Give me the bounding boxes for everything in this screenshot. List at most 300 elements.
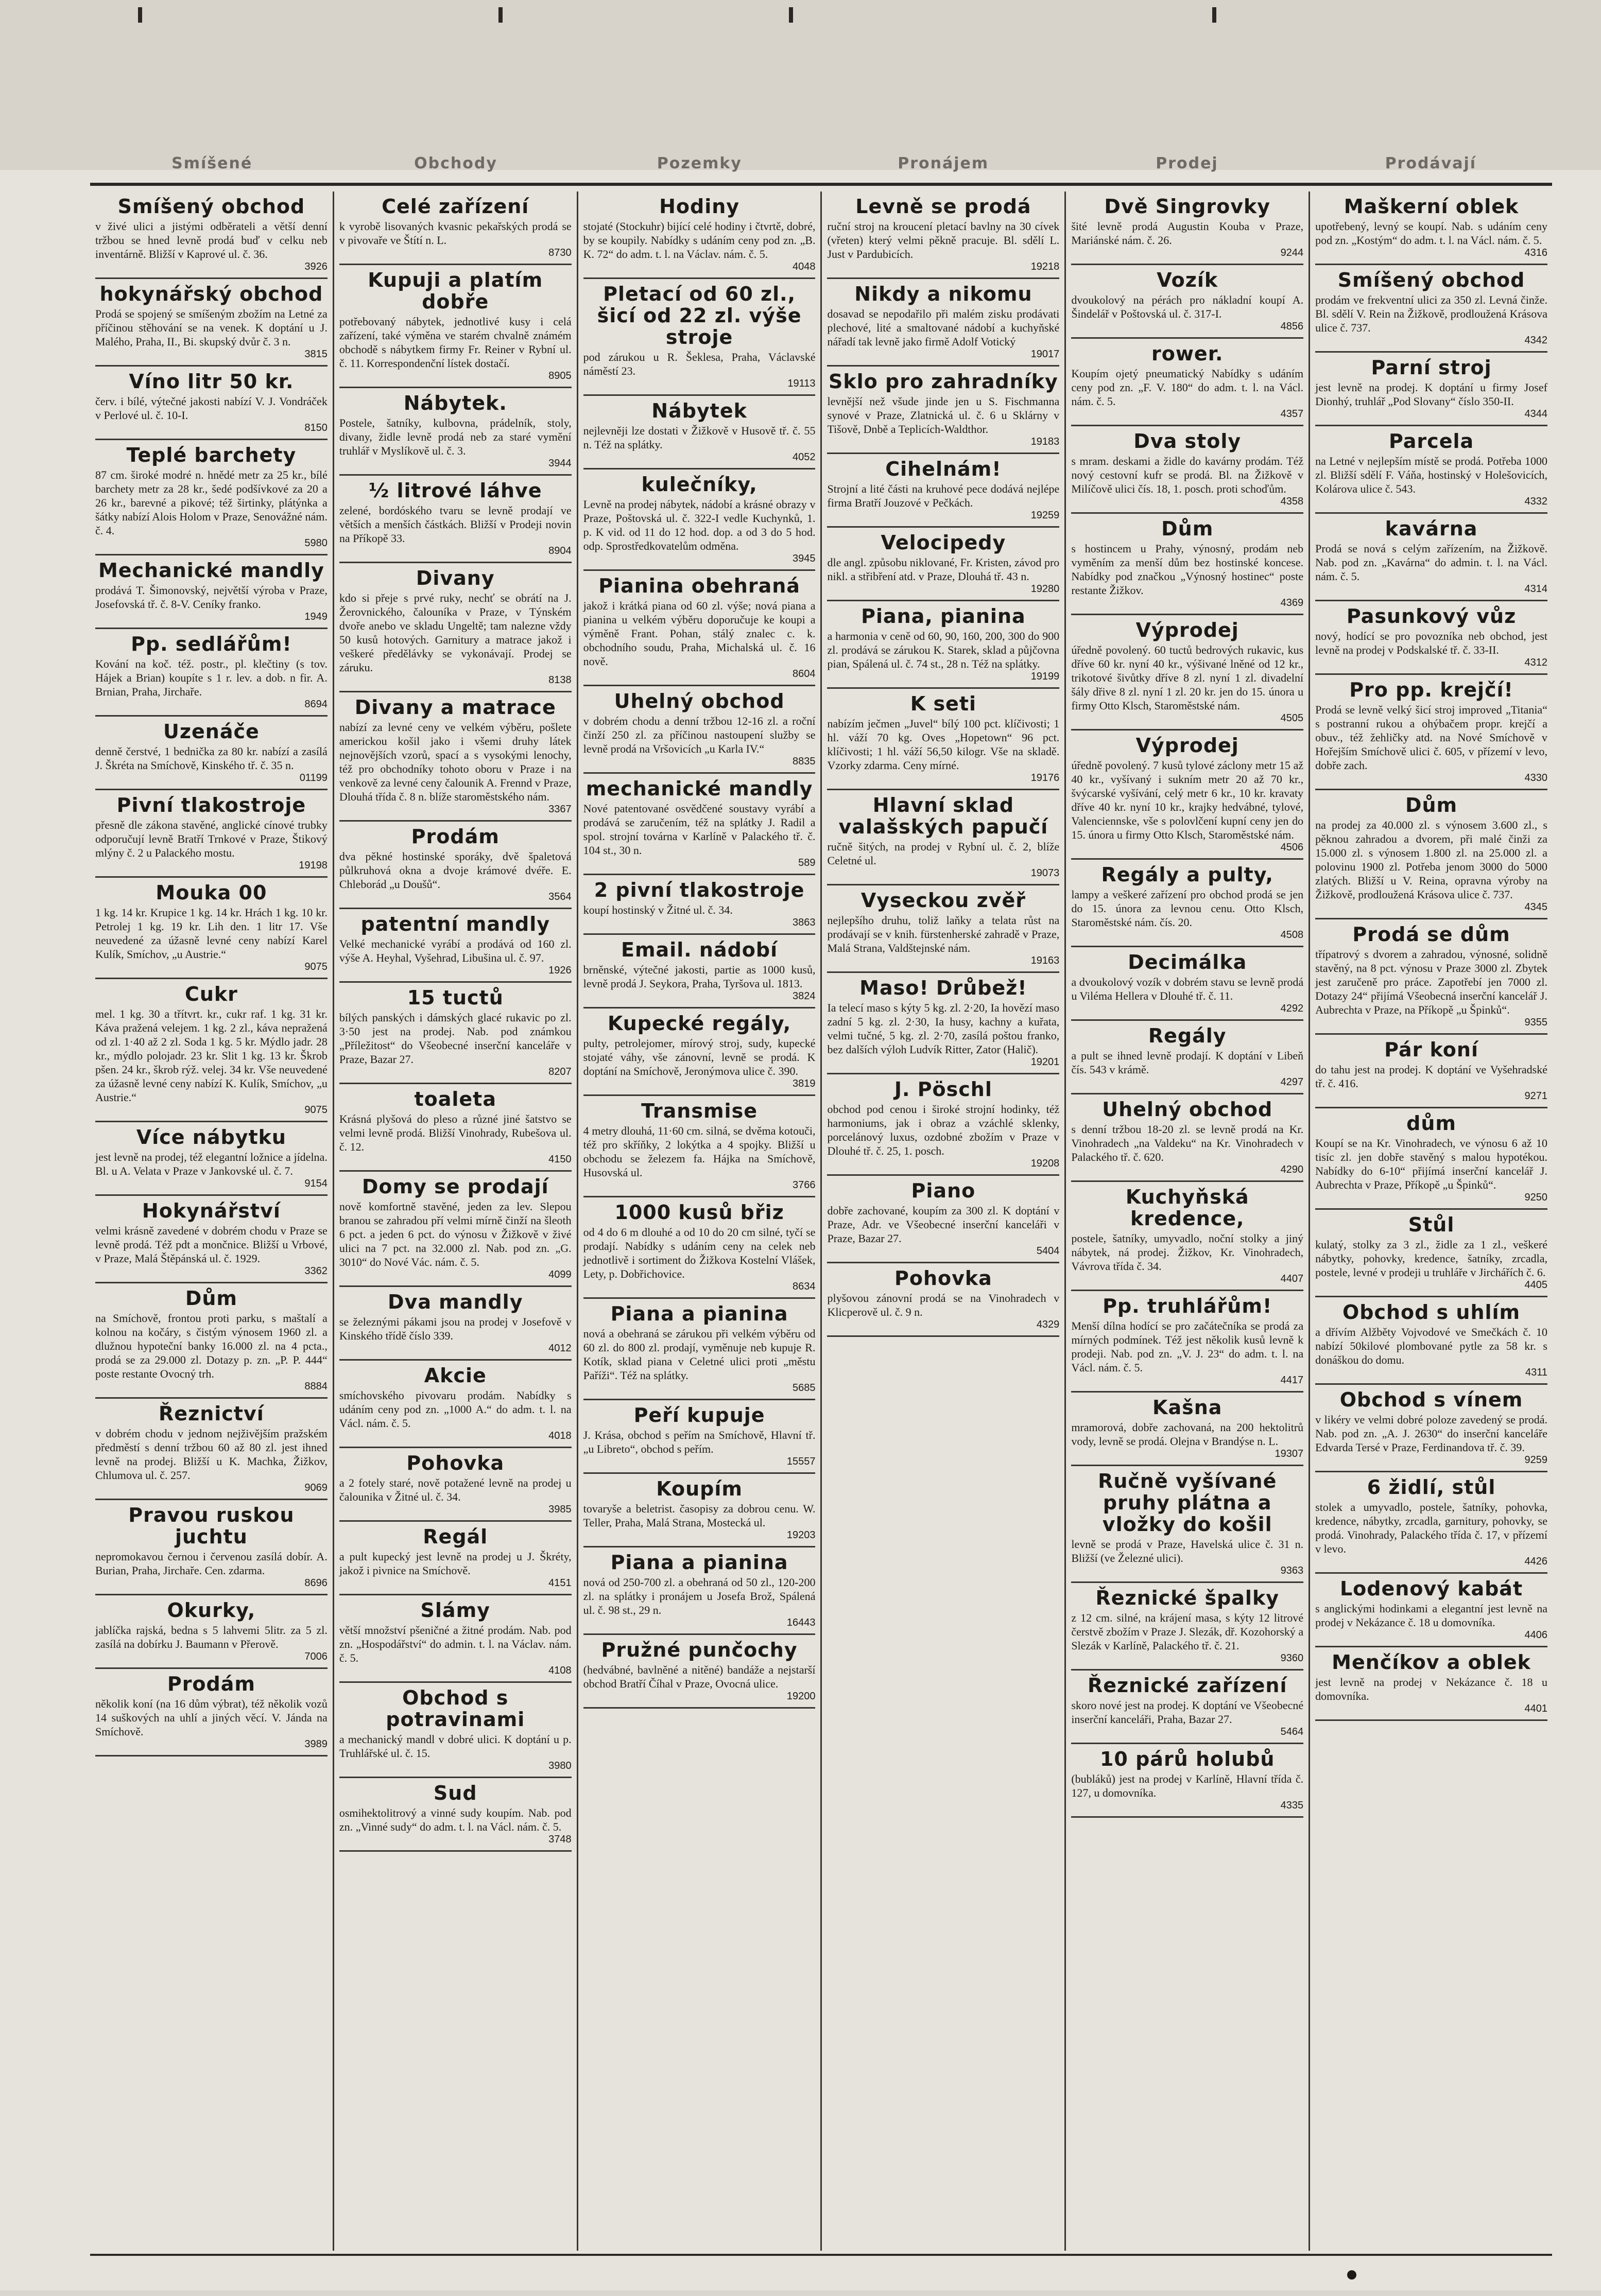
ad-title: Nábytek.	[403, 392, 507, 414]
ad-text: v dobrém chodu v jednom nejživějším pražském předměstí s denní tržbou 60 až 80 zl. jest ihned levně na prodej. Bližší u K. Machka, Žižkov, Chlumova ul. č. 257.	[95, 1427, 328, 1482]
ad-title: Koupím	[656, 1477, 743, 1500]
classified-ad	[95, 979, 328, 1122]
ad-number: 3985	[548, 1504, 572, 1515]
ad-text: a pult se ihned levně prodají. K doptání v Libeň čís. 543 v krámě.	[1071, 1049, 1304, 1076]
ad-title: Sud	[433, 1782, 477, 1804]
ad-text: mel. 1 kg. 30 a třítvrt. kr., cukr raf. 1 kg. 31 kr. Káva pražená velejem. 1 kg. 2 zl., káva nepražená od zl. 1·40 až 2 zl. Soda 1 kg. 5 kr. Mýdlo jadr. 28 kr., mýdlo polojadr. 23 kr. Slit 1 kg. 13 kr. Škrob pšen. 24 kr., škrob rýž. velej. 34 kr. Vše neuvedené za úžasně levné ceny nabízí K. Kulík, Smíchov, „u Austrie.“	[95, 1007, 328, 1104]
classified-ad	[339, 983, 572, 1084]
classified-ad	[1315, 426, 1547, 514]
ad-number: 8905	[548, 370, 572, 381]
ad-number: 7006	[304, 1651, 328, 1662]
ad-text: nejlepšího druhu, toliž laňky a telata růst na prodávají se v knih. fürstenherské zahradě v Praze, Malá Strana, Valdštejnské nám.	[827, 914, 1060, 954]
classified-ad	[339, 388, 572, 476]
ad-title: Vyseckou zvěř	[860, 889, 1026, 912]
ad-number: 4312	[1524, 657, 1547, 668]
ad-number: 4506	[1280, 842, 1304, 853]
ad-number: 8730	[548, 247, 572, 258]
ad-text: ruční stroj na kroucení pletací bavlny na 30 cívek (vřeten) který velmi pěkně pracuje. Bl. sdělí L. Just v Pardubicích.	[827, 220, 1060, 260]
classified-ad	[827, 689, 1059, 790]
ad-title: Výprodej	[1135, 619, 1239, 641]
ad-number: 4099	[548, 1269, 572, 1280]
classified-ad	[95, 555, 328, 629]
ad-text: dvoukolový na pérách pro nákladní koupí A. Šindelář v Poštovská ul. č. 317-I.	[1071, 293, 1304, 320]
classified-ad	[827, 1263, 1059, 1337]
ad-text: s mram. deskami a židle do kavárny prodám. Též nový cestovní kufr se prodá. Bl. na Žižkově v Milíčově ulici čís. 18, 1. posch. proti schoďům.	[1071, 455, 1304, 495]
ad-title: Levně se prodá	[855, 195, 1031, 218]
classified-ad	[583, 396, 816, 469]
classified-ad	[1071, 426, 1303, 514]
ad-number: 5464	[1280, 1726, 1304, 1737]
ad-column	[1310, 192, 1553, 2251]
ad-text: a 2 fotely staré, nově potažené levně na prodej u čalounika v Žitné ul. č. 34.	[339, 1476, 572, 1503]
ad-columns	[90, 192, 1553, 2251]
ad-title: Smíšený obchod	[1337, 269, 1525, 291]
ad-title: Pohovka	[894, 1267, 992, 1290]
ad-title: Pletací od 60 zl., šicí od 22 zl. výše stroje	[597, 283, 802, 349]
classified-ad	[339, 692, 572, 822]
classified-ad	[583, 1400, 816, 1474]
ad-text: s denní tržbou 18-20 zl. se levně prodá na Kr. Vinohradech „na Valdeku“ na Kr. Vinohradech v Palackého tř. č. 620.	[1071, 1123, 1304, 1163]
ad-title: J. Pöschl	[894, 1078, 992, 1101]
ad-text: 87 cm. široké modré n. hnědé metr za 25 kr., bílé barchety metr za 28 kr., šedé podšívkové za 20 a 26 kr., barevné a pikové; též širtinky, plátýnka a šátky nabízí Alois Holom v Praze, Senovážné nám. č. 4.	[95, 468, 328, 537]
ad-number: 4369	[1280, 597, 1304, 608]
ad-text: denně čerstvé, 1 bednička za 80 kr. nabízí a zasílá J. Škréta na Smíchově, Kinského tř. č. 35 n.	[95, 745, 328, 772]
ad-number: 4151	[548, 1577, 572, 1589]
ad-number: 3944	[548, 458, 572, 469]
ad-text: upotřebený, levný se koupí. Nab. s udáním ceny pod zn. „Kostým“ do adm. t. l. na Václ. nám. č. 5.	[1315, 220, 1547, 247]
ad-title: Pianina obehraná	[598, 575, 800, 597]
column-headers	[90, 154, 1553, 179]
classified-ad	[339, 1361, 572, 1448]
classified-ad	[583, 1096, 816, 1197]
classified-ad	[1315, 514, 1547, 601]
ad-text: přesně dle zákona stavěné, anglické cínové trubky odporučují levně Bratří Trnkové v Praze, Štikový mlýny č. 2 u Palackého mostu.	[95, 819, 328, 859]
ad-text: Prodá se nová s celým zařízením, na Žižkově. Nab. pod zn. „Kavárna“ do admin. t. l. na Václ. nám. č. 5.	[1315, 542, 1547, 583]
ad-title: Prodám	[167, 1673, 255, 1695]
ad-title: Pp. truhlářům!	[1103, 1295, 1272, 1317]
ad-title: Parcela	[1388, 430, 1474, 453]
ad-title: Více nábytku	[136, 1126, 286, 1149]
classified-ad	[95, 1595, 328, 1669]
classified-ad	[1071, 860, 1303, 947]
ad-number: 3748	[548, 1834, 572, 1845]
ad-number: 19201	[1030, 1056, 1060, 1068]
ad-number: 19199	[1030, 671, 1060, 682]
ad-number: 1926	[548, 965, 572, 976]
ad-number: 4335	[1280, 1800, 1304, 1811]
ad-title: Maso! Drůbež!	[859, 977, 1027, 999]
ad-number: 3824	[792, 990, 816, 1002]
ad-title: Dům	[185, 1287, 238, 1310]
ad-title: Slámy	[420, 1599, 490, 1622]
ad-number: 8207	[548, 1066, 572, 1077]
ad-title: Obchod s potravinami	[386, 1686, 525, 1731]
ad-number: 8904	[548, 545, 572, 556]
ad-number: 4330	[1524, 772, 1547, 784]
classified-ad	[339, 1683, 572, 1778]
ad-text: osmihektolitrový a vinné sudy koupím. Nab. pod zn. „Vinné sudy“ do adm. t. l. na Václ. nám. č. 5.	[339, 1806, 572, 1833]
column-header: Prodej	[1156, 154, 1218, 172]
ad-number: 19203	[786, 1529, 816, 1541]
classified-ad	[339, 822, 572, 909]
ad-title: 15 tuctů	[407, 986, 504, 1009]
ad-text: stojaté (Stockuhr) bijící celé hodiny i čtvrtě, dobré, by se koupily. Nabídky s udáním ceny pod zn. „B. K. 72“ do adm. t. l. na Václav. nám. č. 5.	[583, 220, 816, 260]
classified-ad	[1071, 947, 1303, 1021]
ad-title: Pivní tlakostroje	[116, 794, 306, 816]
ad-number: 4290	[1280, 1164, 1304, 1175]
ad-number: 9154	[304, 1178, 328, 1189]
ad-title: rower.	[1151, 342, 1224, 365]
ad-number: 8634	[792, 1281, 816, 1292]
ad-title: 1000 kusů břiz	[614, 1201, 784, 1224]
ad-title: Regály	[1148, 1024, 1227, 1047]
ad-text: pulty, petrolejomer, mírový stroj, sudy, kupecké stojaté váhy, vše zánovní, levně se prodá. K doptání na Smíchově, Jeronýmova ulice č. 390.	[583, 1037, 816, 1077]
ad-number: 5685	[792, 1382, 816, 1394]
ad-title: Hodiny	[659, 195, 740, 218]
ad-title: Pro pp. krejčí!	[1349, 679, 1513, 701]
ad-title: Hokynářství	[142, 1199, 281, 1222]
ad-title: Parní stroj	[1371, 356, 1492, 379]
ad-text: Nové patentované osvědčené soustavy vyrábí a prodává se zaručením, též na splátky J. Radil a spol. strojní továrna v Karlíně v Palackého tř. č. 104 st., 30 n.	[583, 802, 816, 857]
ad-text: velmi krásně zavedené v dobrém chodu v Praze se levně prodá. Též pdt a mončnice. Bližší u Vrbové, v Praze, Malá Štěpánská ul. č. 1929.	[95, 1224, 328, 1265]
ad-title: Email. nádobí	[621, 938, 778, 961]
ad-text: s hostincem u Prahy, výnosný, prodám neb vyměním za menší dům bez hostinské koncese. Nabídky pod značkou „Výnosný hostinec“ poste restante Žižkov.	[1071, 542, 1304, 597]
ad-text: a pult kupecký jest levně na prodej u J. Škréty, jakož i pivnice na Smíchově.	[339, 1550, 572, 1577]
classified-ad	[583, 1008, 816, 1096]
ad-title: Řeznické zařízení	[1087, 1674, 1287, 1697]
classified-ad	[95, 440, 328, 555]
ad-number: 4297	[1280, 1076, 1304, 1088]
ad-text: k vyrobě lisovaných kvasnic pekařských prodá se v pivovaře ve Štítí n. L.	[339, 220, 572, 247]
ad-text: nová a obehraná se zárukou při velkém výběru od 60 zl. do 800 zl. prodají, vyměnuje neb kupuje R. Kotík, sklad piana v Celetné ulici proti „městu Paříži“. Též na splátky.	[583, 1327, 816, 1382]
ad-title: Uzenáče	[163, 720, 260, 743]
ad-title: patentní mandly	[360, 913, 550, 935]
ad-text: nová od 250-700 zl. a obehraná od 50 zl., 120-200 zl. na splátky i pronájem u Josefa Brož, Spálená ul. č. 98 st., 29 n.	[583, 1576, 816, 1616]
classified-ad	[583, 875, 816, 935]
ad-text: ručně šitých, na prodej v Rybní ul. č. 2, blíže Celetné ul.	[827, 840, 1060, 867]
ad-number: 3945	[792, 553, 816, 564]
ad-title: kulečníky,	[641, 473, 758, 496]
ad-number: 19163	[1030, 955, 1060, 966]
ad-title: Stůl	[1408, 1213, 1455, 1236]
ad-text: a dvoukolový vozík v dobrém stavu se levně prodá u Viléma Hellera v Dlouhé tř. č. 11.	[1071, 976, 1304, 1002]
classified-ad	[827, 192, 1059, 279]
ad-text: nejlevněji lze dostati v Žižkově v Husově tř. č. 55 n. Též na splátky.	[583, 424, 816, 451]
classified-ad	[827, 1176, 1059, 1263]
classified-ad	[339, 192, 572, 265]
ad-text: šité levně prodá Augustin Kouba v Praze, Mariánské nám. č. 26.	[1071, 220, 1304, 247]
ad-number: 9271	[1524, 1090, 1547, 1102]
classified-ad	[827, 367, 1059, 454]
classified-ad	[1071, 1583, 1303, 1671]
ad-number: 4426	[1524, 1556, 1547, 1567]
column-header: Pozemky	[657, 154, 742, 172]
ad-text: Krásná plyšová do pleso a různé jiné šatstvo se velmi levně prodá. Bližší Vinohrady, Rubešova ul. č. 12.	[339, 1112, 572, 1153]
ad-number: 4332	[1524, 496, 1547, 507]
ad-text: jest levně na prodej, též elegantní ložnice a jídelna. Bl. u A. Velata v Praze v Jankovské ul. č. 7.	[95, 1151, 328, 1177]
ad-text: Kování na koč. též. postr., pl. klečtiny (s tov. Hájek a Brian) koupíte s 1 r. lev. a dob. n fir. A. Brnian, Praha, Jirchaře.	[95, 657, 328, 698]
classified-ad	[827, 885, 1059, 973]
ad-title: Řeznictví	[159, 1402, 264, 1425]
classified-ad	[1315, 1108, 1547, 1210]
ad-title: kavárna	[1385, 517, 1478, 540]
ad-title: Divany	[416, 567, 495, 589]
ad-number: 4329	[1036, 1319, 1060, 1330]
ad-title: Kuchyňská kredence,	[1125, 1186, 1249, 1230]
ad-number: 4401	[1524, 1703, 1547, 1714]
ad-text: dva pěkné hostinské sporáky, dvě špaletová půlkruhová okna a dvoje krámové dvéře. E. Chleborád „u Doušů“.	[339, 850, 572, 891]
classified-ad	[339, 563, 572, 692]
classified-ad	[583, 1299, 816, 1400]
ad-title: 2 pivní tlakostroje	[594, 879, 805, 901]
ad-number: 4357	[1280, 408, 1304, 420]
classified-ad	[95, 367, 328, 440]
ad-title: Pružné punčochy	[601, 1639, 798, 1661]
classified-ad	[95, 1399, 328, 1500]
ad-title: Výprodej	[1135, 734, 1239, 757]
ad-title: Piana, pianina	[861, 605, 1026, 628]
ad-text: 4 metry dlouhá, 11·60 cm. silná, se dvěma kotouči, též pro skříňky, 2 lokýtka a 4 spojky. Bližší u obchodu se železem fa. Hájka na Smíchově, Husovská ul.	[583, 1124, 816, 1179]
ad-title: Vozík	[1157, 269, 1218, 291]
ad-text: (bubláků) jest na prodej v Karlíně, Hlavní třída č. 127, u domovníka.	[1071, 1772, 1304, 1799]
ad-text: skoro nové jest na prodej. K doptání ve Všeobecné inserční kanceláři, Praha, Bazar 27.	[1071, 1699, 1304, 1726]
classified-ad	[1071, 514, 1303, 615]
ad-text: Strojní a lité části na kruhové pece dodává nejlépe firma Bratří Jouzové v Pečkách.	[827, 482, 1060, 509]
classified-ad	[1071, 339, 1303, 426]
ad-text: Ia telecí maso s kýty 5 kg. zl. 2·20, Ia hovězí maso zadní 5 kg. zl. 2·30, Ia husy, kachny a kuřata, velmi tučné, 5 kg. zl. 2·70, zasílá poštou franko, bez dalších výloh Ludvík Ritter, Zator (Halič).	[827, 1001, 1060, 1056]
ad-number: 4345	[1524, 901, 1547, 913]
ad-title: K seti	[910, 692, 977, 715]
ad-number: 8138	[548, 674, 572, 686]
classified-ad	[583, 935, 816, 1008]
footer-dot	[1336, 2265, 1367, 2296]
ad-text: úředně povolený. 60 tuctů bedrových rukavic, kus dříve 60 kr. nyní 40 kr., výšivané lněné od 12 kr., trikotové šivůtky dříve 8 zl. nyní 1 zl. divadelní šály dřive 8 zl. nyní 1 zl. 20 kr. jen do 15. února u firmy Otto Klsch, Staroměstské nám.	[1071, 643, 1304, 712]
ad-title: Decimálka	[1128, 951, 1247, 973]
classified-ad	[95, 790, 328, 878]
classified-ad	[583, 571, 816, 686]
classified-ad	[1315, 1035, 1547, 1108]
ad-number: 19183	[1030, 436, 1060, 447]
ad-number: 19218	[1030, 261, 1060, 272]
ad-text: lampy a veškeré zařízení pro obchod prodá se jen do 15. února za levnou cenu. Otto Klsch, Staroměstské nám. čís. 20.	[1071, 888, 1304, 929]
ad-number: 589	[798, 857, 816, 868]
ad-number: 4344	[1524, 408, 1547, 420]
classified-ad	[583, 1547, 816, 1635]
ad-text: 1 kg. 14 kr. Krupice 1 kg. 14 kr. Hrách 1 kg. 10 kr. Petrolej 1 kg. 19 kr. Lih den. 1 litr 17. Vše neuvedené za úžasně levné ceny nabízí Karel Kulík, Smíchov, „u Austrie.“	[95, 906, 328, 961]
ad-number: 19073	[1030, 867, 1060, 879]
ad-number: 19280	[1030, 583, 1060, 595]
ad-text: úředně povolený. 7 kusů tylové záclony metr 15 až 40 kr., vyšívaný i sukním metr 20 až 70 kr., švýcarské vyšívání, celý metr 6 kr., 10 kr. kravaty dříve 40 kr. nyní 10 kr., krajky hedvábné, tylové, Valenciennske, vše s polovlčení kupní ceny jen do 15. února u firmy Otto Klsch, Staroměstské nám.	[1071, 759, 1304, 841]
ad-title: Domy se prodají	[361, 1175, 549, 1198]
ad-title: Dům	[1161, 517, 1214, 540]
classified-ad	[1071, 1466, 1303, 1583]
classified-ad	[1315, 192, 1547, 265]
ad-text: v dobrém chodu a denní tržbou 12-16 zl. a roční činží 250 zl. za příčinou nastoupení služby se levně prodá na Vršovicích „u Karla IV.“	[583, 715, 816, 755]
ad-title: Nikdy a nikomu	[854, 283, 1032, 305]
ad-title: toaleta	[414, 1088, 496, 1110]
ad-text: několik koní (na 16 dům výbrat), též několik vozů 14 suškových na uhlí a jiných věcí. V. Jánda na Smíchově.	[95, 1697, 328, 1738]
ad-number: 9075	[304, 961, 328, 972]
ad-text: prodám ve frekventní ulici za 350 zl. Levná činže. Bl. sdělí V. Rein na Žižkově, prodloužená Krásova ulice č. 737.	[1315, 293, 1547, 334]
ad-number: 19307	[1275, 1448, 1304, 1459]
ad-text: J. Krása, obchod s peřím na Smíchově, Hlavní tř. „u Libreto“, obchod s peřím.	[583, 1429, 816, 1455]
ad-text: kdo si přeje s prvé ruky, nechť se obrátí na J. Žerovnického, čalouníka v Praze, v Týnském dvoře anebo ve skladu Ungeltě; tam nalezne vždy 50 kusů hotových. Garnitury a matrace jakož i veškeré předělávky se vykonávají. Prodej se záruku.	[339, 592, 572, 674]
ad-text: dle angl. způsobu niklované, Fr. Kristen, závod pro nikl. a střibření atd. v Praze, Dlouhá tř. 43 n.	[827, 556, 1060, 583]
ad-number: 3989	[304, 1738, 328, 1750]
ad-title: Divany a matrace	[354, 696, 556, 719]
classified-ad	[583, 1474, 816, 1547]
ad-number: 4012	[548, 1343, 572, 1354]
classified-ad	[95, 629, 328, 717]
ad-text: Prodá se levně velký šicí stroj improved „Titania“ s postranní rukou a ohýbačem propr. krejčí a obuv., též žehličky atd. na Nové Smíchově v Hořejším Smíchově ulici č. 605, v přízemí v levo, dobře zach.	[1315, 703, 1547, 772]
ad-text: Koupím ojetý pneumatický Nabídky s udáním ceny pod zn. „F. V. 180“ do adm. t. l. na Václ. nám. č. 5.	[1071, 367, 1304, 408]
classified-ad	[95, 1669, 328, 1756]
ad-number: 19259	[1030, 510, 1060, 521]
ad-number: 9360	[1280, 1653, 1304, 1664]
ad-text: dobře zachované, koupím za 300 zl. K doptání v Praze, Adr. ve Všeobecné inserční kanceláři v Praze, Bazar 27.	[827, 1204, 1060, 1245]
ad-number: 3980	[548, 1760, 572, 1771]
ad-number: 4856	[1280, 321, 1304, 332]
classified-ad	[583, 469, 816, 571]
classified-ad	[1071, 1744, 1303, 1818]
ad-number: 3815	[304, 349, 328, 360]
ad-title: Piana a pianina	[610, 1551, 788, 1574]
ad-title: Prodá se dům	[1352, 923, 1510, 946]
ad-text: z 12 cm. silné, na krájení masa, s kýty 12 litrové čerstvě zbožím v Praze J. Slezák, dř. Kozohorský a Slezák v Karlíně, Palackého tř. č. 21.	[1071, 1611, 1304, 1652]
classified-ad	[583, 1635, 816, 1709]
ad-title: ½ litrové láhve	[368, 479, 542, 502]
classified-ad	[1315, 601, 1547, 675]
ad-number: 4342	[1524, 335, 1547, 346]
classified-ad	[1315, 1210, 1547, 1297]
classified-ad	[95, 878, 328, 979]
ad-number: 19017	[1030, 349, 1060, 360]
ad-title: hokynářský obchod	[99, 283, 323, 305]
ad-number: 4405	[1524, 1279, 1547, 1291]
ad-number: 9075	[304, 1104, 328, 1116]
ad-text: větší množství pšeničné a žitné prodám. Nab. pod zn. „Hospodářství“ do admin. t. l. na Václav. nám. č. 5.	[339, 1624, 572, 1664]
ad-title: Maškerní oblek	[1344, 195, 1519, 218]
ad-column	[822, 192, 1066, 2251]
ad-number: 3863	[792, 917, 816, 928]
ad-text: mramorová, dobře zachovaná, na 200 hektolitrů vody, levně se prodá. Olejna v Brandýse n. L.	[1071, 1421, 1304, 1448]
classified-ad	[1071, 1671, 1303, 1744]
ad-text: a mechanický mandl v dobré ulici. K doptání u p. Truhlářské ul. č. 15.	[339, 1733, 572, 1760]
classified-ad	[95, 1122, 328, 1196]
classified-ad	[339, 1778, 572, 1852]
ad-number: 19113	[787, 378, 816, 389]
ad-number: 3766	[792, 1179, 816, 1191]
ad-text: dosavad se nepodařilo při malém zisku prodávati plechové, lité a smaltované nádobí a kuchyňské nářadí tak levně jako firmě Adolf Votický	[827, 307, 1060, 348]
ad-text: na prodej za 40.000 zl. s výnosem 3.600 zl., s pěknou zahradou a dvorem, při malé činži za 15.000 zl. s výnosem 1.800 zl. na 25.000 zl. a polovinu 1900 zl. Potřeba jenom 3000 do 5000 zlatých. Bližší u V. Reina, opravna výroby na Žižkově, prodloužená Krásova ulice č. 737.	[1315, 819, 1547, 901]
ad-number: 4150	[548, 1154, 572, 1165]
classified-ad	[827, 601, 1059, 689]
ad-number: 3819	[792, 1078, 816, 1089]
classified-ad	[1315, 265, 1547, 353]
ad-title: Pohovka	[406, 1452, 505, 1474]
ad-text: plyšovou zánovní prodá se na Vinohradech v Klicperově ul. č. 9 n.	[827, 1292, 1060, 1318]
classified-ad	[95, 192, 328, 279]
classified-ad	[95, 1283, 328, 1399]
classified-ad	[1071, 615, 1303, 730]
ad-text: třípatrový s dvorem a zahradou, výnosné, solidně stavěný, na 8 pct. výnosu v Praze 3000 zl. Zbytek jest zaručeně pro práce. Zapotřebí jen 7000 zl. Dotazy 24“ přijímá Všeobecná inserční kancelář J. Aubrechta v Praze, na Příkopě „u Špinků“.	[1315, 948, 1547, 1016]
ad-text: potřebovaný nábytek, jednotlivé kusy i celá zařízení, také výměna ve starém chvalně známém obchodě s nábytkem firmy Fr. Reiner v Rybní ul. č. 11. Korrespondenční lístek dostačí.	[339, 315, 572, 370]
ad-number: 8150	[304, 422, 328, 433]
ad-number: 16443	[786, 1617, 816, 1628]
ad-text: obchod pod cenou i široké strojní hodinky, též harmoniums, jak i obraz a vzáchlé sklenky, porcelánový luxus, ozdobné zbožím v Praze v Dlouhé tř. č. 25, 1. posch.	[827, 1103, 1060, 1157]
ad-title: Piana a pianina	[610, 1302, 788, 1325]
ad-title: Uhelný obchod	[1102, 1098, 1273, 1121]
ad-text: jablíčka rajská, bedna s 5 lahvemi 5litr. za 5 zl. zasílá na dobírku J. Baumann v Přerově.	[95, 1624, 328, 1650]
ad-number: 4358	[1280, 496, 1304, 507]
ad-text: prodává T. Šimonovský, největší výroba v Praze, Josefovská tř. č. 8-V. Ceníky franko.	[95, 584, 328, 611]
classified-ad	[339, 1172, 572, 1287]
ad-text: Prodá se spojený se smíšeným zbožím na Letné za příčinou stěhování se na venek. K doptání u J. Malého, Praha, II., Bi. skupský dvůr č. 3 n.	[95, 307, 328, 348]
ad-title: Peří kupuje	[633, 1404, 765, 1427]
ad-title: 6 židlí, stůl	[1367, 1476, 1496, 1499]
ad-number: 4407	[1280, 1273, 1304, 1284]
ad-number: 15557	[786, 1456, 816, 1467]
ad-title: Lodenový kabát	[1339, 1577, 1523, 1600]
column-header: Pronájem	[898, 154, 989, 172]
ad-number: 3362	[304, 1265, 328, 1277]
ad-number: 4108	[548, 1665, 572, 1676]
ad-title: Sklo pro zahradníky	[829, 370, 1058, 393]
classified-ad	[1071, 192, 1303, 265]
classified-ad	[827, 973, 1059, 1074]
classified-ad	[339, 1595, 572, 1683]
ad-text: Postele, šatníky, kulbovna, prádelník, stoly, divany, židle levně prodá neb za staré vymění truhlář v Myslíkově ul. č. 3.	[339, 416, 572, 457]
ad-text: postele, šatníky, umyvadlo, noční stolky a jiný nábytek, ná prodej. Žižkov, Kr. Vinohradech, Vávrova třída č. 34.	[1071, 1232, 1304, 1273]
classified-ad	[1071, 1021, 1303, 1094]
ad-column	[578, 192, 822, 2251]
ad-text: kulatý, stolky za 3 zl., židle za 1 zl., veškeré nábytky, pohovky, kredence, šatníky, zrcadla, postele, levné v prodeji u truhláře v Jirchářích č. 6.	[1315, 1238, 1547, 1279]
ad-title: Regál	[423, 1525, 488, 1548]
classified-ad	[583, 686, 816, 774]
ad-title: 10 párů holubů	[1099, 1748, 1275, 1770]
ad-text: tovaryše a beletrist. časopisy za dobrou cenu. W. Teller, Praha, Malá Strana, Mostecká ul.	[583, 1502, 816, 1529]
classified-ad	[1071, 1393, 1303, 1466]
ad-title: Kupuji a platím dobře	[368, 269, 543, 313]
ad-title: Obchod s vínem	[1339, 1388, 1523, 1411]
ad-title: Cihelnám!	[885, 458, 1002, 480]
ad-text: jest levně na prodej. K doptání u firmy Josef Dionhý, truhlář „Pod Slovany“ číslo 350-II.	[1315, 381, 1547, 408]
ad-text: bílých panských i dámských glacé rukavic po zl. 3·50 jest na prodej. Nab. pod známkou „Příležitost“ do Všeobecné inserční kanceláře v Praze, Bazar 27.	[339, 1011, 572, 1066]
ad-title: Teplé barchety	[126, 444, 297, 466]
ad-title: Piano	[911, 1179, 976, 1202]
ad-title: Celé zařízení	[382, 195, 529, 218]
classified-ad	[339, 1287, 572, 1361]
classified-ad	[1071, 1094, 1303, 1182]
classified-ad	[1071, 730, 1303, 860]
ad-text: nepromokavou černou i červenou zasílá dobír. A. Burian, Praha, Jirchaře. Cen. zdarma.	[95, 1550, 328, 1577]
ad-number: 8694	[304, 699, 328, 710]
ad-title: Menčíkov a oblek	[1332, 1651, 1531, 1674]
ad-number: 19198	[299, 860, 328, 871]
ad-title: Dům	[1405, 794, 1458, 816]
classified-ad	[583, 774, 816, 875]
ad-number: 4508	[1280, 929, 1304, 941]
ad-text: (hedvábné, bavlněné a nitěné) bandáže a nejstarší obchod Bratří Číhal v Praze, Ovocná ulice.	[583, 1663, 816, 1690]
ad-title: Dva stoly	[1133, 430, 1242, 453]
classified-ad	[339, 909, 572, 983]
ad-text: zelené, bordóského tvaru se levně prodají ve větších a menších částkách. Bližší v Prodeji novin na Příkopě 33.	[339, 504, 572, 545]
ad-number: 3926	[304, 261, 328, 272]
classified-ad	[1315, 1647, 1547, 1721]
ad-number: 9363	[1280, 1565, 1304, 1576]
classified-ad	[339, 476, 572, 563]
ad-text: se železnými pákami jsou na prodej v Josefově v Kinského třídě číslo 339.	[339, 1315, 572, 1342]
